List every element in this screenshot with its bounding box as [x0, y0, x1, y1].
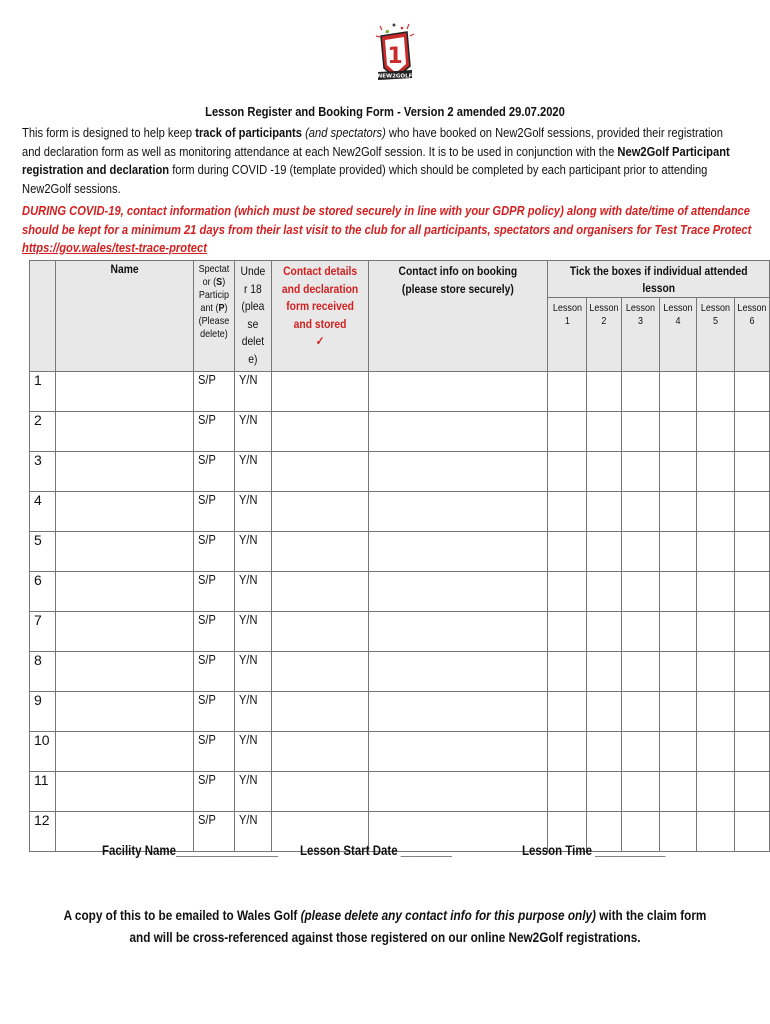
- row-number-header: [30, 261, 56, 372]
- lesson-2-checkbox[interactable]: [587, 492, 622, 532]
- table-row: [30, 612, 770, 652]
- lesson-6-checkbox[interactable]: [735, 572, 770, 612]
- name-cell[interactable]: [55, 412, 193, 452]
- test-trace-protect-link[interactable]: https://gov.wales/test-trace-protect: [22, 240, 207, 255]
- contact-info-cell[interactable]: [368, 772, 547, 812]
- lesson-1-checkbox[interactable]: [547, 412, 587, 452]
- page-title: Lesson Register and Booking Form - Version 2 amended 29.07.2020: [205, 104, 565, 119]
- lesson-3-checkbox[interactable]: [622, 692, 660, 732]
- under-18-cell[interactable]: Y/N: [234, 412, 271, 452]
- under-18-cell[interactable]: Y/N: [234, 612, 271, 652]
- register-table: [29, 260, 770, 852]
- lesson-2-checkbox[interactable]: [587, 732, 622, 772]
- lesson-3-checkbox[interactable]: [622, 492, 660, 532]
- contact-details-cell[interactable]: [271, 452, 368, 492]
- row-number: 3: [30, 452, 56, 492]
- lesson-2-checkbox[interactable]: [587, 572, 622, 612]
- svg-text:1: 1: [387, 44, 403, 69]
- contact-info-cell[interactable]: [368, 372, 547, 412]
- table-row: [30, 572, 770, 612]
- name-cell[interactable]: [55, 572, 193, 612]
- lesson-1-checkbox[interactable]: [547, 612, 587, 652]
- lesson-6-checkbox[interactable]: [735, 692, 770, 732]
- lesson-6-checkbox[interactable]: [735, 612, 770, 652]
- lesson-4-checkbox[interactable]: [660, 412, 697, 452]
- table-row: [30, 452, 770, 492]
- lesson-3-checkbox[interactable]: [622, 412, 660, 452]
- lesson-3-checkbox[interactable]: [622, 772, 660, 812]
- row-number: 9: [30, 692, 56, 732]
- spectator-participant-cell[interactable]: S/P: [194, 412, 235, 452]
- lesson-5-checkbox[interactable]: [697, 492, 735, 532]
- lesson-2-checkbox[interactable]: [587, 532, 622, 572]
- lesson-1-header: Lesson 1: [547, 298, 587, 372]
- row-number: 8: [30, 652, 56, 692]
- lesson-4-checkbox[interactable]: [660, 452, 697, 492]
- contact-details-cell[interactable]: [271, 692, 368, 732]
- row-number: 6: [30, 572, 56, 612]
- lesson-6-checkbox[interactable]: [735, 452, 770, 492]
- svg-text:NEW2GOLF: NEW2GOLF: [377, 73, 413, 80]
- row-number: 5: [30, 532, 56, 572]
- lesson-2-header: Lesson 2: [587, 298, 622, 372]
- lesson-6-checkbox[interactable]: [735, 492, 770, 532]
- contact-info-cell[interactable]: [368, 692, 547, 732]
- lesson-2-checkbox[interactable]: [587, 452, 622, 492]
- contact-info-cell[interactable]: [368, 612, 547, 652]
- contact-details-header: Contact details and declaration form received and stored ✓: [271, 261, 368, 372]
- email-note: A copy of this to be emailed to Wales Golf (please delete any contact info for this purpose only) with the claim form and will be cross-referenced against those registered on our online New2Golf registrations.: [63, 907, 707, 945]
- contact-info-header: Contact info on booking (please store securely): [368, 261, 547, 372]
- covid-warning: DURING COVID-19, contact information (which must be stored securely in line with your GDPR policy) along with date/time of attendance should be kept for a minimum 21 days from their last visit to the club for all participants, spectators and organisers for Test Trace Protect https://gov.wales/test-trace-protect: [22, 203, 752, 255]
- lesson-6-checkbox[interactable]: [735, 412, 770, 452]
- contact-info-cell[interactable]: [368, 652, 547, 692]
- under-18-cell[interactable]: Y/N: [234, 532, 271, 572]
- lesson-4-checkbox[interactable]: [660, 492, 697, 532]
- contact-details-cell[interactable]: [271, 412, 368, 452]
- under-18-cell[interactable]: Y/N: [234, 652, 271, 692]
- lesson-4-checkbox[interactable]: [660, 692, 697, 732]
- under-18-cell[interactable]: Y/N: [234, 692, 271, 732]
- lesson-1-checkbox[interactable]: [547, 572, 587, 612]
- lesson-1-checkbox[interactable]: [547, 652, 587, 692]
- table-row: [30, 692, 770, 732]
- name-cell[interactable]: [55, 492, 193, 532]
- spectator-participant-cell[interactable]: S/P: [194, 812, 235, 852]
- tick-icon: ✓: [315, 334, 325, 348]
- spectator-participant-header: Spectat or (S) Particip ant (P) (Please delete): [194, 261, 235, 372]
- lesson-5-checkbox[interactable]: [697, 532, 735, 572]
- lesson-5-checkbox[interactable]: [697, 412, 735, 452]
- contact-details-cell[interactable]: [271, 772, 368, 812]
- spectator-participant-cell[interactable]: S/P: [194, 372, 235, 412]
- under-18-cell[interactable]: Y/N: [234, 572, 271, 612]
- contact-info-cell[interactable]: [368, 492, 547, 532]
- lesson-3-checkbox[interactable]: [622, 532, 660, 572]
- lesson-6-checkbox[interactable]: [735, 532, 770, 572]
- lesson-6-checkbox[interactable]: [735, 372, 770, 412]
- lesson-5-checkbox[interactable]: [697, 652, 735, 692]
- name-header: Name: [55, 261, 193, 372]
- table-row: [30, 772, 770, 812]
- lesson-1-checkbox[interactable]: [547, 532, 587, 572]
- contact-details-cell[interactable]: [271, 492, 368, 532]
- row-number: 1: [30, 372, 56, 412]
- name-cell[interactable]: [55, 772, 193, 812]
- lesson-1-checkbox[interactable]: [547, 692, 587, 732]
- contact-details-cell[interactable]: [271, 532, 368, 572]
- lesson-2-checkbox[interactable]: [587, 772, 622, 812]
- contact-info-cell[interactable]: [368, 412, 547, 452]
- lesson-3-header: Lesson 3: [622, 298, 660, 372]
- contact-details-cell[interactable]: [271, 612, 368, 652]
- lesson-1-checkbox[interactable]: [547, 492, 587, 532]
- lesson-3-checkbox[interactable]: [622, 652, 660, 692]
- row-number: 4: [30, 492, 56, 532]
- lesson-3-checkbox[interactable]: [622, 372, 660, 412]
- lesson-1-checkbox[interactable]: [547, 732, 587, 772]
- table-row: [30, 732, 770, 772]
- lesson-2-checkbox[interactable]: [587, 652, 622, 692]
- spectator-participant-cell[interactable]: S/P: [194, 452, 235, 492]
- lesson-5-checkbox[interactable]: [697, 372, 735, 412]
- lesson-4-checkbox[interactable]: [660, 372, 697, 412]
- contact-details-cell[interactable]: [271, 372, 368, 412]
- lesson-4-checkbox[interactable]: [660, 612, 697, 652]
- name-cell[interactable]: [55, 612, 193, 652]
- spectator-participant-cell[interactable]: S/P: [194, 572, 235, 612]
- spectator-participant-cell[interactable]: S/P: [194, 692, 235, 732]
- name-cell[interactable]: [55, 452, 193, 492]
- lesson-6-checkbox[interactable]: [735, 732, 770, 772]
- facility-name-field[interactable]: Facility Name________________: [102, 842, 279, 858]
- lesson-4-checkbox[interactable]: [660, 572, 697, 612]
- lesson-3-checkbox[interactable]: [622, 572, 660, 612]
- row-number: 11: [30, 772, 56, 812]
- name-cell[interactable]: [55, 532, 193, 572]
- spectator-participant-cell[interactable]: S/P: [194, 532, 235, 572]
- row-number: 12: [30, 812, 56, 852]
- lesson-5-checkbox[interactable]: [697, 572, 735, 612]
- table-row: [30, 532, 770, 572]
- tick-boxes-header: Tick the boxes if individual attended lesson: [547, 261, 769, 298]
- name-cell[interactable]: [55, 372, 193, 412]
- row-number: 10: [30, 732, 56, 772]
- under-18-cell[interactable]: Y/N: [234, 492, 271, 532]
- lesson-2-checkbox[interactable]: [587, 692, 622, 732]
- lesson-3-checkbox[interactable]: [622, 452, 660, 492]
- contact-info-cell[interactable]: [368, 572, 547, 612]
- under-18-header: Unde r 18 (plea se delet e): [234, 261, 271, 372]
- lesson-4-checkbox[interactable]: [660, 652, 697, 692]
- intro-paragraph: This form is designed to help keep track of participants (and spectators) who have booked on New2Golf sessions, provided their registration and declaration form as well as monitoring attendance at each New2Golf session. It is to be used in conjunction with the New2Golf Participant registration and declaration form during COVID -19 (template provided) which should be completed by each participant prior to attending New2Golf sessions.: [22, 125, 730, 196]
- spectator-participant-cell[interactable]: S/P: [194, 612, 235, 652]
- spectator-participant-cell[interactable]: S/P: [194, 732, 235, 772]
- table-row: [30, 652, 770, 692]
- contact-details-cell[interactable]: [271, 652, 368, 692]
- contact-info-cell[interactable]: [368, 732, 547, 772]
- lesson-1-checkbox[interactable]: [547, 372, 587, 412]
- lesson-5-checkbox[interactable]: [697, 732, 735, 772]
- lesson-6-header: Lesson 6: [735, 298, 770, 372]
- lesson-6-checkbox[interactable]: [735, 652, 770, 692]
- under-18-cell[interactable]: Y/N: [234, 772, 271, 812]
- under-18-cell[interactable]: Y/N: [234, 372, 271, 412]
- lesson-start-date-field[interactable]: Lesson Start Date ________: [300, 842, 452, 858]
- spectator-participant-cell[interactable]: S/P: [194, 652, 235, 692]
- lesson-4-checkbox[interactable]: [660, 532, 697, 572]
- name-cell[interactable]: [55, 692, 193, 732]
- name-cell[interactable]: [55, 732, 193, 772]
- lesson-6-checkbox[interactable]: [735, 812, 770, 852]
- lesson-time-field[interactable]: Lesson Time ___________: [522, 842, 666, 858]
- lesson-2-checkbox[interactable]: [587, 412, 622, 452]
- contact-details-cell[interactable]: [271, 732, 368, 772]
- lesson-4-checkbox[interactable]: [660, 772, 697, 812]
- spectator-participant-cell[interactable]: S/P: [194, 492, 235, 532]
- under-18-cell[interactable]: Y/N: [234, 812, 271, 852]
- lesson-3-checkbox[interactable]: [622, 612, 660, 652]
- lesson-2-checkbox[interactable]: [587, 612, 622, 652]
- lesson-6-checkbox[interactable]: [735, 772, 770, 812]
- table-row: [30, 372, 770, 412]
- name-cell[interactable]: [55, 652, 193, 692]
- contact-info-cell[interactable]: [368, 452, 547, 492]
- row-number: 2: [30, 412, 56, 452]
- lesson-5-checkbox[interactable]: [697, 772, 735, 812]
- lesson-5-checkbox[interactable]: [697, 692, 735, 732]
- lesson-5-checkbox[interactable]: [697, 452, 735, 492]
- new2golf-logo: [372, 20, 418, 88]
- table-row: [30, 492, 770, 532]
- lesson-1-checkbox[interactable]: [547, 452, 587, 492]
- lesson-5-header: Lesson 5: [697, 298, 735, 372]
- spectator-participant-cell[interactable]: S/P: [194, 772, 235, 812]
- under-18-cell[interactable]: Y/N: [234, 452, 271, 492]
- contact-details-cell[interactable]: [271, 572, 368, 612]
- lesson-3-checkbox[interactable]: [622, 732, 660, 772]
- lesson-1-checkbox[interactable]: [547, 772, 587, 812]
- lesson-5-checkbox[interactable]: [697, 812, 735, 852]
- lesson-4-checkbox[interactable]: [660, 732, 697, 772]
- row-number: 7: [30, 612, 56, 652]
- lesson-2-checkbox[interactable]: [587, 372, 622, 412]
- contact-info-cell[interactable]: [368, 532, 547, 572]
- lesson-4-header: Lesson 4: [660, 298, 697, 372]
- lesson-5-checkbox[interactable]: [697, 612, 735, 652]
- table-row: [30, 412, 770, 452]
- under-18-cell[interactable]: Y/N: [234, 732, 271, 772]
